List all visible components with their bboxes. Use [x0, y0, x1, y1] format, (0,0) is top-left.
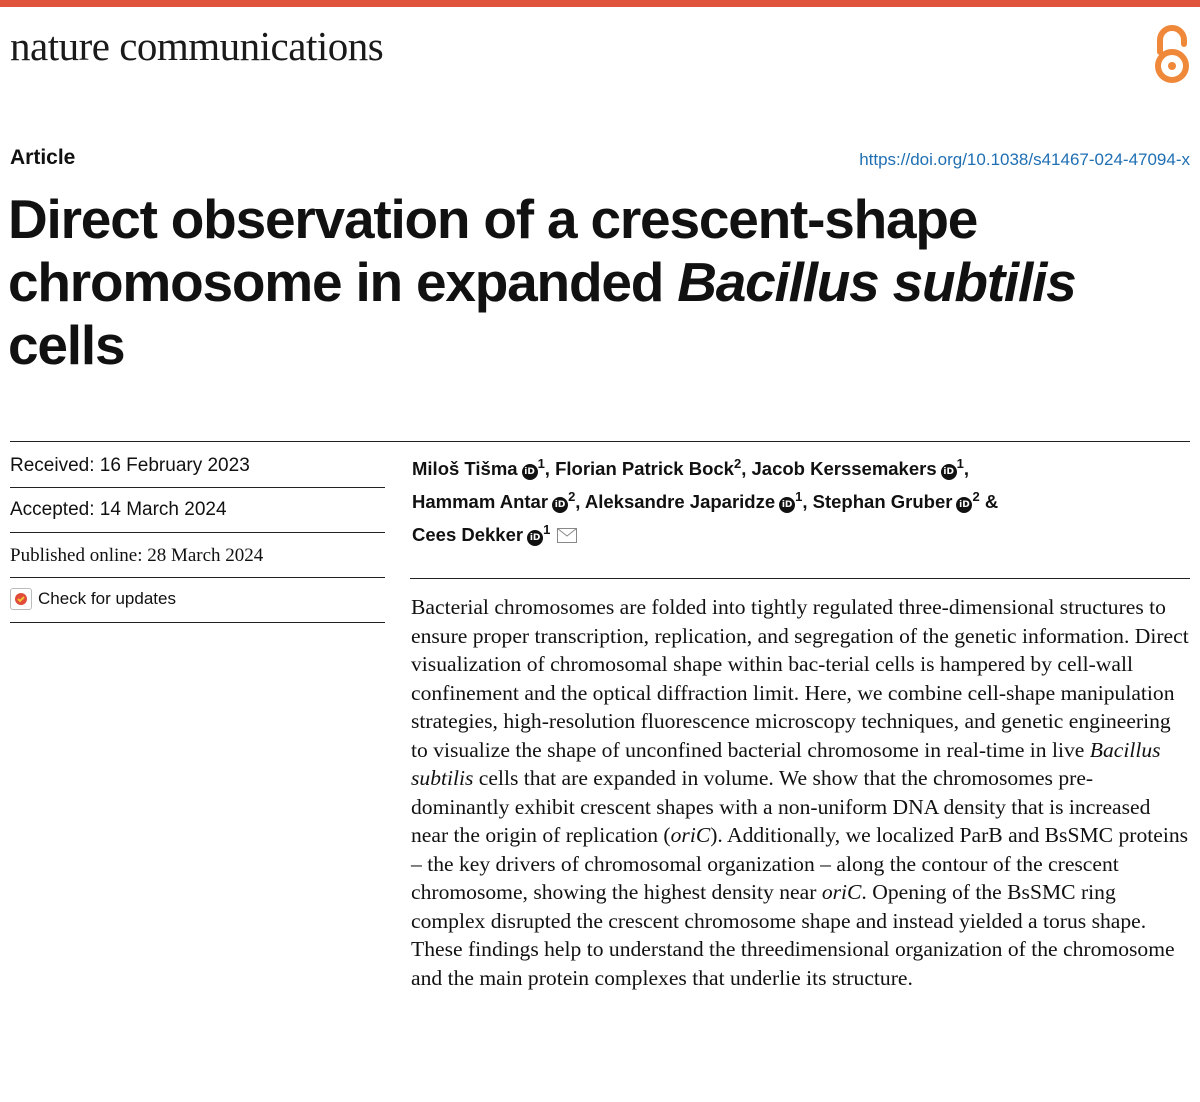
author-list: Miloš Tišma $iD^1$, Florian Patrick Bock$^2$, Jacob Kerssemakers $iD^1$, Hammam Antar $iD^2$, Aleksandre Japaridze $iD^1$, Stephan Gruber $iD^2$ & Cees Dekker $iD^1$	[412, 456, 999, 546]
abstract-italic: oriC	[821, 880, 862, 904]
author-7[interactable]: Cees Dekker	[412, 524, 524, 546]
orcid-icon[interactable]: iD	[527, 530, 543, 546]
abstract-italic: oriC	[670, 823, 711, 847]
divider-date-1	[10, 487, 385, 488]
divider-abstract	[410, 578, 1190, 579]
affiliation-number: 2	[972, 489, 980, 505]
abstract	[411, 593, 1191, 992]
affiliation-number: 2	[733, 456, 742, 471]
accepted-date: Accepted: 14 March 2024	[10, 499, 227, 520]
mail-icon[interactable]	[557, 528, 577, 543]
orcid-icon[interactable]: iD	[552, 497, 568, 513]
orcid-icon[interactable]: iD	[941, 464, 957, 480]
abstract-text: ). Additionally, we localized ParB and BsSMC proteins – the key drivers of chromosomal organization – along the contour of the crescent chromosome, showing the highest density near	[411, 823, 1189, 904]
author-3[interactable]: Jacob Kerssemakers	[751, 458, 937, 480]
affiliation-number: 1	[956, 456, 964, 471]
received-date: Received: 16 February 2023	[10, 455, 250, 476]
divider-date-3	[10, 577, 385, 578]
orcid-icon[interactable]: iD	[522, 464, 538, 480]
abstract-text: Bacterial chromosomes are folded into tightly regulated three-dimensional structures to ensure proper transcription, replication, and segregation of the genetic information. Direct visualization of chromosomal shape within bac-terial cells is hampered by cell-wall confinement and the optical diffraction limit. Here, we combine cell-shape manipulation strategies, high-resolution fluorescence microscopy techniques, and genetic engineering to visualize the shape of unconfined bacterial chromosome in real-time in live	[411, 595, 1189, 762]
title-part-1: Direct observation of a crescent-shape chromosome in expanded	[8, 188, 978, 313]
open-access-icon	[1150, 22, 1194, 86]
check-updates-icon	[10, 588, 32, 610]
affiliation-number: 1	[537, 456, 545, 471]
divider-date-4	[10, 622, 385, 623]
author-1[interactable]: Miloš Tišma	[412, 458, 518, 480]
affiliation-number: 1	[543, 522, 551, 538]
affiliation-number: 1	[795, 489, 803, 505]
doi-link[interactable]: https://doi.org/10.1038/s41467-024-47094-x	[859, 150, 1190, 169]
published-date: Published online: 28 March 2024	[10, 545, 264, 566]
article-title	[8, 188, 1188, 377]
author-4[interactable]: Hammam Antar	[412, 491, 549, 513]
title-part-3: cells	[8, 314, 125, 376]
check-updates-button[interactable]	[10, 588, 176, 610]
check-updates-label: Check for updates	[38, 589, 176, 608]
affiliation-number: 2	[568, 489, 576, 505]
journal-name[interactable]: nature communications	[10, 23, 384, 69]
divider-top	[10, 441, 1190, 442]
author-6[interactable]: Stephan Gruber	[812, 491, 953, 513]
article-type: Article	[10, 146, 76, 169]
title-part-species: Bacillus subtilis	[677, 251, 1076, 313]
divider-date-2	[10, 532, 385, 533]
author-5[interactable]: Aleksandre Japaridze	[584, 491, 776, 513]
author-2[interactable]: Florian Patrick Bock	[555, 458, 734, 480]
orcid-icon[interactable]: iD	[956, 497, 972, 513]
orcid-icon[interactable]: iD	[779, 497, 795, 513]
abstract-text: . Opening of the BsSMC ring complex disrupted the crescent chromosome shape and instead yielded a torus shape. These findings help to understand the threedimensional organization of the chromosome and the main protein complexes that underlie its structure.	[411, 880, 1175, 990]
abstract-text: cells that are expanded in volume. We show that the chromosomes pre-dominantly exhibit crescent shapes with a non-uniform DNA density that is increased near the origin of replication (	[411, 766, 1151, 847]
abstract-italic: Bacillus subtilis	[411, 737, 1161, 790]
accent-bar	[0, 0, 1200, 7]
